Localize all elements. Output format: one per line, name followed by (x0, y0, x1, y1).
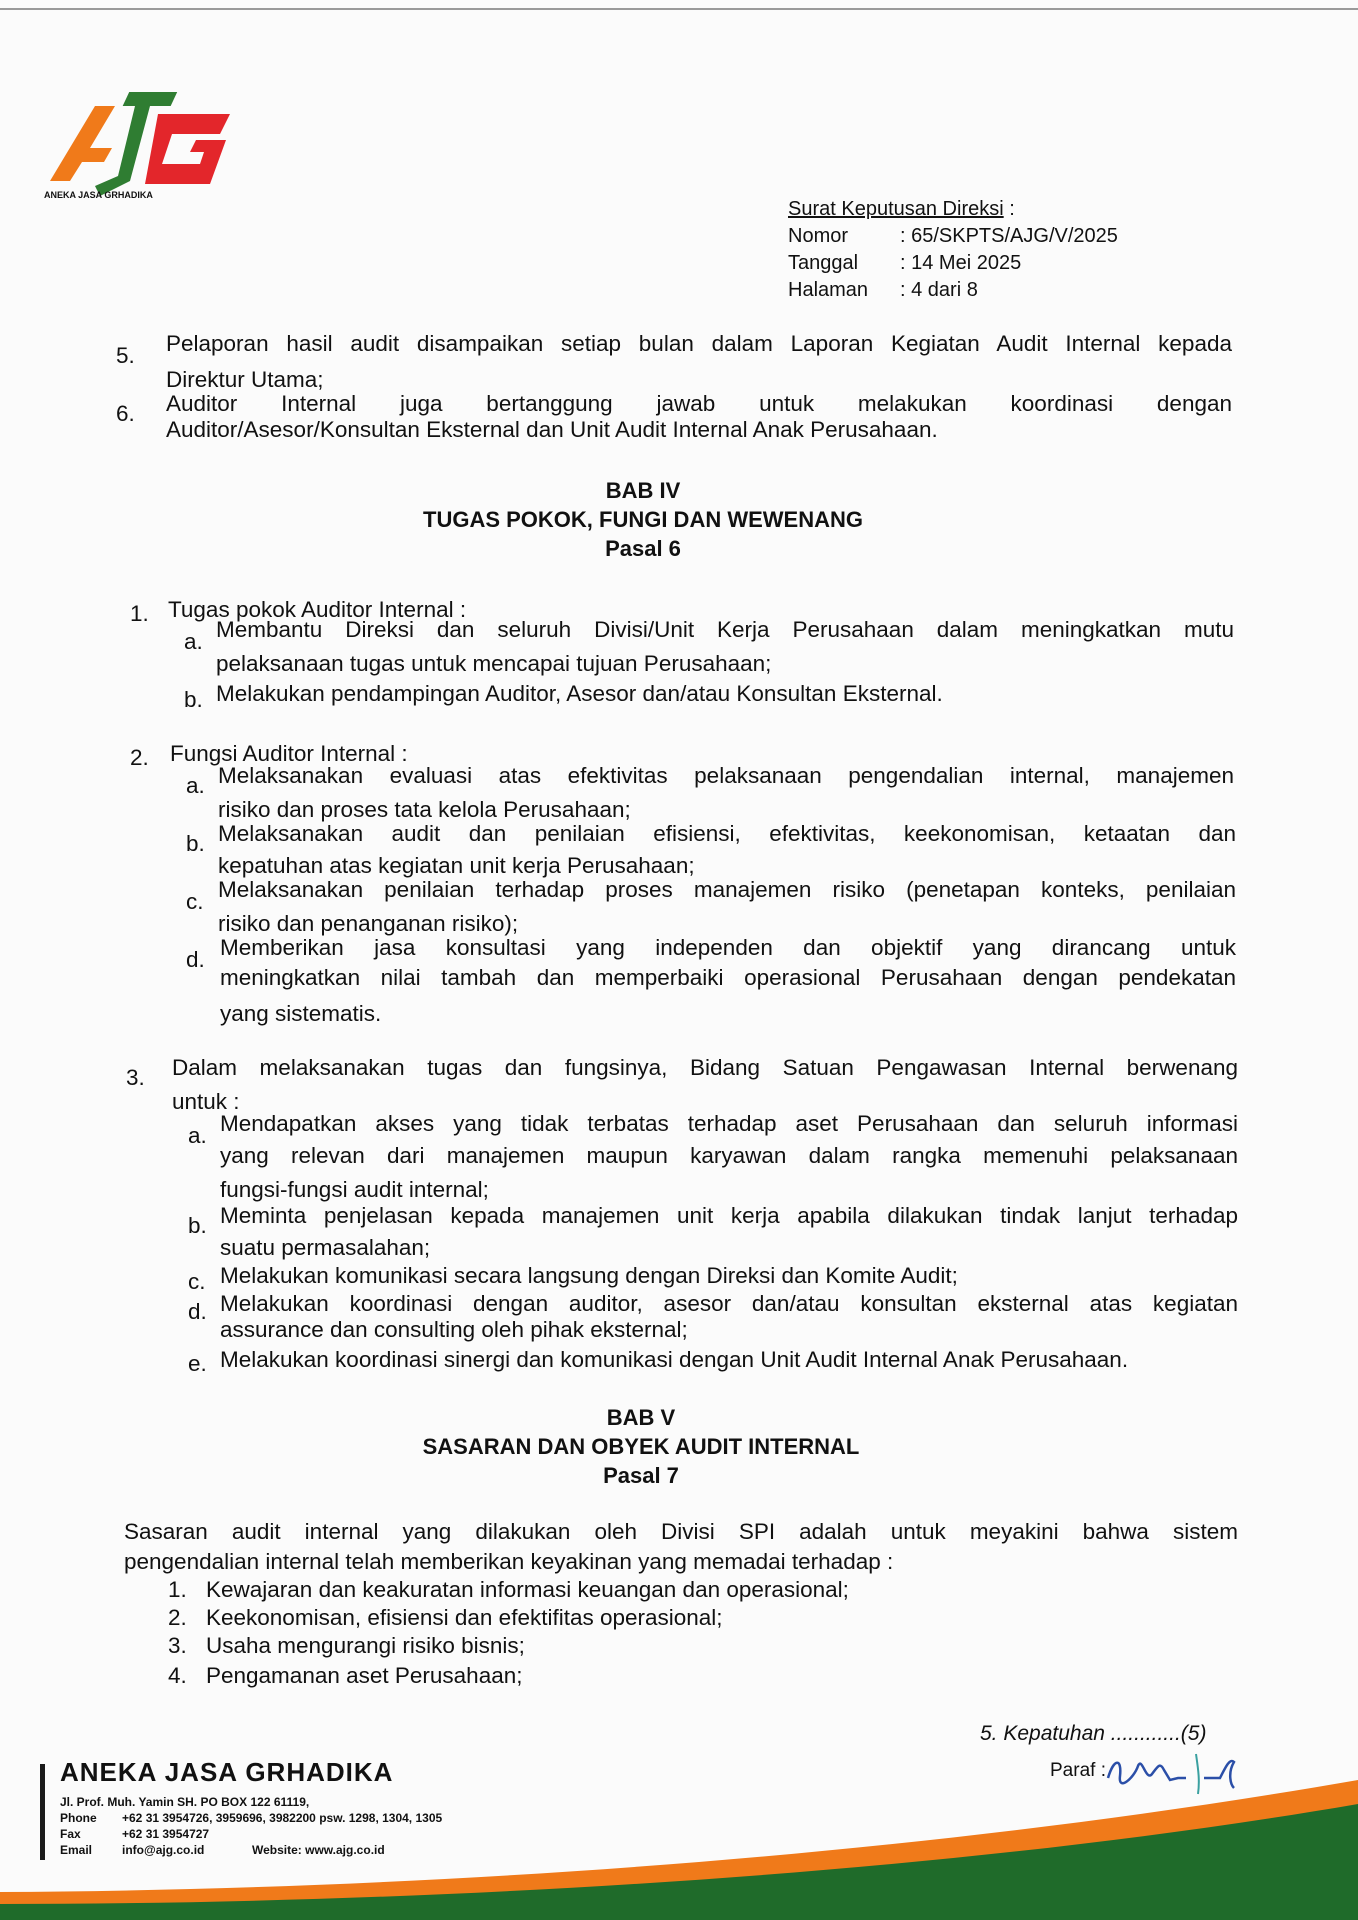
list-number: 4. (168, 1663, 187, 1688)
list-number: 3. (168, 1633, 187, 1658)
item-number: 1. (130, 601, 149, 626)
top-border (0, 8, 1358, 10)
text-line: pelaksanaan tugas untuk mencapai tujuan Perusahaan; (216, 651, 772, 676)
text-line: kepatuhan atas kegiatan unit kerja Perusahaan; (218, 853, 695, 878)
sub-letter: a. (186, 773, 205, 798)
chapter-title: SASARAN DAN OBYEK AUDIT INTERNAL (422, 1434, 860, 1459)
text-line: Sasaran audit internal yang dilakukan oleh Divisi SPI adalah untuk meyakini bahwa sistem (124, 1519, 1238, 1544)
article-label: Pasal 6 (605, 536, 681, 561)
list-item: Usaha mengurangi risiko bisnis; (206, 1633, 525, 1658)
sub-letter: b. (186, 831, 205, 856)
sub-letter: d. (186, 947, 205, 972)
text-line: yang sistematis. (220, 1001, 382, 1026)
text-line: fungsi-fungsi audit internal; (220, 1177, 489, 1202)
footer-company-name: ANEKA JASA GRHADIKA (60, 1757, 394, 1787)
text-line: Direktur Utama; (166, 367, 324, 392)
list-number: 1. (168, 1577, 187, 1602)
footer-email: info@ajg.co.id (122, 1843, 205, 1857)
ref-row-tanggal: Tanggal : 14 Mei 2025 (788, 252, 1022, 274)
text-line: untuk : (172, 1089, 240, 1114)
text-line: meningkatkan nilai tambah dan memperbaiki operasional Perusahaan dengan pendekatan (220, 965, 1236, 990)
item-lead: Fungsi Auditor Internal : (170, 741, 408, 766)
list-number: 2. (168, 1605, 187, 1630)
text-line: assurance dan consulting oleh pihak eksternal; (220, 1317, 688, 1342)
footer-website: Website: www.ajg.co.id (252, 1843, 385, 1857)
text-line: Dalam melaksanakan tugas dan fungsinya, Bidang Satuan Pengawasan Internal berwenang (172, 1055, 1238, 1080)
text-line: Auditor Internal juga bertanggung jawab untuk melakukan koordinasi dengan (166, 391, 1232, 416)
continuation-note: 5. Kepatuhan ............(5) (980, 1722, 1207, 1745)
text-line: risiko dan penanganan risiko); (218, 911, 519, 936)
sub-letter: e. (188, 1351, 207, 1376)
footer-fax: +62 31 3954727 (122, 1827, 210, 1841)
text-line: suatu permasalahan; (220, 1235, 431, 1260)
chapter-title: TUGAS POKOK, FUNGI DAN WEWENANG (423, 507, 863, 532)
sub-letter: a. (184, 629, 203, 654)
list-item: Kewajaran dan keakuratan informasi keuangan dan operasional; (206, 1577, 849, 1602)
text-line: Melakukan pendampingan Auditor, Asesor dan/atau Konsultan Eksternal. (216, 681, 943, 706)
text-line: Melaksanakan evaluasi atas efektivitas pelaksanaan pengendalian internal, manajemen (218, 763, 1234, 788)
item-number: 5. (116, 343, 135, 368)
article-label: Pasal 7 (603, 1463, 679, 1488)
text-line: Membantu Direksi dan seluruh Divisi/Unit Kerja Perusahaan dalam meningkatkan mutu (216, 617, 1234, 642)
company-logo (40, 86, 240, 206)
text-line: yang relevan dari manajemen maupun karyawan dalam rangka memenuhi pelaksanaan (220, 1143, 1238, 1168)
logo-text: ANEKA JASA GRHADIKA (44, 190, 153, 200)
footer-contact: Jl. Prof. Muh. Yamin SH. PO BOX 122 61119, Phone +62 31 3954726, 3959696, 3982200 psw. 1298, 1304, 1305 Fax +62 31 3954727 Email info@ajg.co.id Website: www.ajg.co.id (60, 1795, 443, 1857)
text-line: pengendalian internal telah memberikan keyakinan yang memadai terhadap : (124, 1549, 894, 1574)
sub-letter: d. (188, 1299, 207, 1324)
decree-reference: Surat Keputusan Direksi : Nomor : 65/SKPTS/AJG/V/2025 Tanggal : 14 Mei 2025 Halaman : 4 dari 8 (788, 196, 1118, 304)
ref-row-halaman: Halaman : 4 dari 8 (788, 279, 978, 301)
list-item: Pengamanan aset Perusahaan; (206, 1663, 523, 1688)
decree-title: Surat Keputusan Direksi (788, 198, 1004, 220)
text-line: Melakukan koordinasi sinergi dan komunikasi dengan Unit Audit Internal Anak Perusahaan. (220, 1347, 1129, 1372)
text-line: Melaksanakan audit dan penilaian efisiensi, efektivitas, keekonomisan, ketaatan dan (218, 821, 1236, 846)
text-line: risiko dan proses tata kelola Perusahaan; (218, 797, 631, 822)
chapter-label: BAB V (606, 1405, 676, 1430)
footer-address: Jl. Prof. Muh. Yamin SH. PO BOX 122 61119, (60, 1795, 310, 1809)
item-lead: Tugas pokok Auditor Internal : (168, 597, 467, 622)
sub-letter: c. (186, 889, 204, 914)
ref-row-nomor: Nomor : 65/SKPTS/AJG/V/2025 (788, 225, 1118, 247)
chapter-label: BAB IV (605, 478, 681, 503)
text-line: Melakukan koordinasi dengan auditor, asesor dan/atau konsultan eksternal atas kegiatan (220, 1291, 1238, 1316)
item-number: 6. (116, 401, 135, 426)
paraf-label: Paraf : (1050, 1760, 1106, 1781)
footer-accent-bar (40, 1764, 45, 1860)
sub-letter: c. (188, 1269, 206, 1294)
text-line: Meminta penjelasan kepada manajemen unit kerja apabila dilakukan tindak lanjut terhadap (220, 1203, 1238, 1228)
item-number: 2. (130, 745, 149, 770)
text-line: Melaksanakan penilaian terhadap proses manajemen risiko (penetapan konteks, penilaian (218, 877, 1236, 902)
footer-phone: +62 31 3954726, 3959696, 3982200 psw. 1298, 1304, 1305 (122, 1811, 443, 1825)
item-number: 3. (126, 1065, 145, 1090)
text-line: Mendapatkan akses yang tidak terbatas terhadap aset Perusahaan dan seluruh informasi (220, 1111, 1238, 1136)
sub-letter: a. (188, 1123, 207, 1148)
list-item: Keekonomisan, efisiensi dan efektifitas operasional; (206, 1605, 723, 1630)
sub-letter: b. (184, 687, 203, 712)
text-line: Melakukan komunikasi secara langsung dengan Direksi dan Komite Audit; (220, 1263, 958, 1288)
text-line: Auditor/Asesor/Konsultan Eksternal dan Unit Audit Internal Anak Perusahaan. (166, 417, 938, 442)
sub-letter: b. (188, 1213, 207, 1238)
text-line: Pelaporan hasil audit disampaikan setiap bulan dalam Laporan Kegiatan Audit Internal kepada (166, 331, 1232, 356)
text-line: Memberikan jasa konsultasi yang independen dan objektif yang dirancang untuk (220, 935, 1236, 960)
